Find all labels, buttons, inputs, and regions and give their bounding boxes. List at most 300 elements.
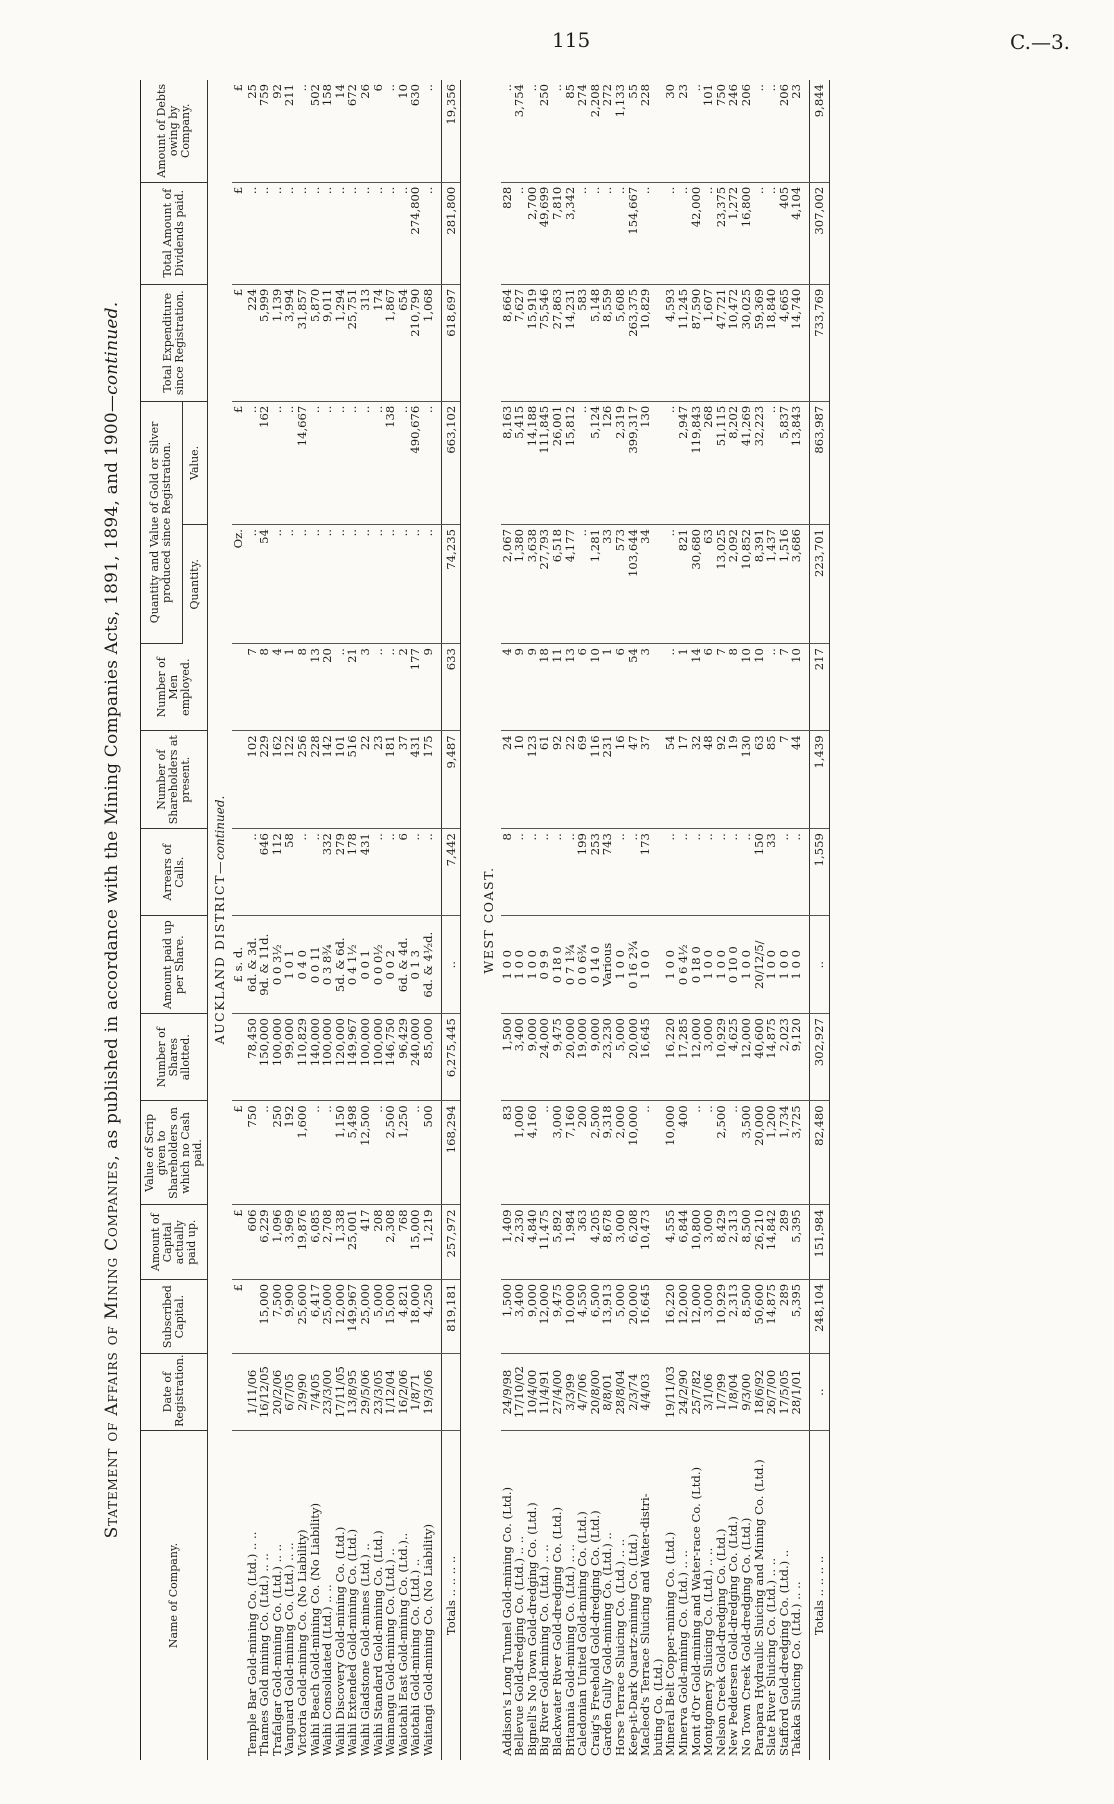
- table-cell: 54: [627, 644, 640, 731]
- table-cell: 32: [690, 731, 703, 829]
- table-row: [321, 80, 334, 1760]
- table-cell: 8,559: [601, 284, 614, 401]
- table-cell: 2,067: [501, 525, 514, 644]
- company-name-cell: Waihi Consolidated (Ltd.) .. ..: [320, 1584, 335, 1756]
- table-cell: 103,644: [627, 525, 640, 644]
- table-cell: 123: [526, 731, 539, 829]
- table-cell: 162: [271, 731, 284, 829]
- table-cell: 2,313: [727, 1205, 740, 1279]
- table-cell: 78,450: [246, 1014, 259, 1101]
- table-cell: 8,500: [740, 1205, 753, 1279]
- table-cell: 23,230: [601, 1014, 614, 1101]
- table-cell: ..: [551, 80, 564, 182]
- section-title-suffix: continued.: [213, 795, 227, 861]
- table-cell: 18,840: [765, 284, 778, 401]
- section-heading-row: [208, 80, 232, 1760]
- table-cell: 6,518: [551, 525, 564, 644]
- table-cell: ..: [309, 525, 322, 644]
- table-cell: 12,000: [538, 1279, 551, 1353]
- table-cell: 2,700: [526, 182, 539, 284]
- table-cell: [652, 644, 665, 731]
- table-cell: 10/4/00: [526, 1354, 539, 1431]
- table-cell: ..: [765, 644, 778, 731]
- table-row: [384, 80, 397, 1760]
- table-cell: 9,120: [790, 1014, 803, 1101]
- table-cell: 1 0 0: [639, 916, 652, 1014]
- table-cell: 6,229: [258, 1205, 271, 1279]
- table-cell: 173: [639, 829, 652, 916]
- table-cell: 100,000: [321, 1014, 334, 1101]
- totals-cell: ..: [809, 1354, 829, 1431]
- table-cell: ..: [296, 525, 309, 644]
- table-cell: 5,837: [778, 401, 791, 524]
- table-cell: 229: [258, 731, 271, 829]
- unit-cell: [232, 1354, 246, 1431]
- table-cell: 2,947: [677, 401, 690, 524]
- company-name-cell: Bellevue Gold-dredging Co. (Ltd.) .. ..: [512, 1535, 527, 1756]
- table-cell: 9,475: [551, 1279, 564, 1353]
- table-cell: 210,790: [409, 284, 422, 401]
- company-name-cell: Waiotahi East Gold-mining Co. (Ltd.)..: [395, 1532, 410, 1756]
- table-cell: 22: [564, 731, 577, 829]
- table-cell: 768: [397, 1205, 410, 1279]
- col-header-paid-up: Amount of Capital actually paid up.: [141, 1205, 208, 1279]
- table-cell: 199: [576, 829, 589, 916]
- table-cell: 821: [677, 525, 690, 644]
- table-cell: 150: [753, 829, 766, 916]
- table-cell: 20: [321, 644, 334, 731]
- table-cell: 102: [246, 731, 259, 829]
- table-cell: ..: [753, 182, 766, 284]
- table-cell: 27,793: [538, 525, 551, 644]
- table-cell: 200: [576, 1101, 589, 1205]
- table-cell: 14,740: [790, 284, 803, 401]
- table-cell: 1,272: [727, 182, 740, 284]
- col-header-shares: Number of Shares allotted.: [141, 1014, 208, 1101]
- table-cell: 2,000: [614, 1101, 627, 1205]
- table-cell: 0 10 0: [727, 916, 740, 1014]
- table-cell: [652, 401, 665, 524]
- table-cell: 0 4 0: [296, 916, 309, 1014]
- section-title: WEST COAST.: [481, 866, 497, 974]
- table-cell: 5,000: [614, 1279, 627, 1353]
- mining-companies-table: [140, 80, 830, 1760]
- totals-cell: 74,235: [441, 525, 461, 644]
- table-cell: 25,001: [346, 1205, 359, 1279]
- table-cell: 12,000: [334, 1279, 347, 1353]
- table-cell: 2/9/90: [296, 1354, 309, 1431]
- unit-cell: £ s. d.: [232, 916, 246, 1014]
- table-cell: 154,667: [627, 182, 640, 284]
- table-cell: ..: [702, 182, 715, 284]
- company-name-cell: Waitangi Gold-mining Co. (No Liability): [420, 1523, 435, 1756]
- table-cell: 0 0 2: [384, 916, 397, 1014]
- table-cell: 3,686: [790, 525, 803, 644]
- unit-cell: £: [232, 80, 246, 182]
- table-cell: ..: [778, 829, 791, 916]
- table-cell: 8,429: [715, 1205, 728, 1279]
- table-cell: 23/3/05: [372, 1354, 385, 1431]
- company-name-cell: Waihi Standard Gold-mining Co. (Ltd.): [370, 1530, 385, 1756]
- table-cell: ..: [409, 525, 422, 644]
- table-cell: 0 0 1: [359, 916, 372, 1014]
- table-cell: ..: [334, 182, 347, 284]
- table-cell: 16: [614, 731, 627, 829]
- table-cell: 5,870: [309, 284, 322, 401]
- table-cell: ..: [702, 829, 715, 916]
- table-cell: 16,645: [639, 1279, 652, 1353]
- table-cell: 1,133: [614, 80, 627, 182]
- table-cell: ..: [246, 829, 259, 916]
- table-cell: 1/8/71: [409, 1354, 422, 1431]
- table-cell: 19,876: [296, 1205, 309, 1279]
- table-cell: 9/3/00: [740, 1354, 753, 1431]
- table-cell: 400: [677, 1101, 690, 1205]
- table-cell: 10: [740, 644, 753, 731]
- table-cell: 2: [397, 644, 410, 731]
- table-cell: 2,313: [727, 1279, 740, 1353]
- table-cell: 1,500: [501, 1014, 514, 1101]
- table-cell: [652, 182, 665, 284]
- table-cell: 120,000: [334, 1014, 347, 1101]
- table-cell: 75,546: [538, 284, 551, 401]
- table-cell: 24/9/98: [501, 1354, 514, 1431]
- table-cell: 30: [664, 80, 677, 182]
- table-cell: 130: [639, 401, 652, 524]
- col-header-gold: Quantity and Value of Gold or Silver produced since Registration.: [141, 401, 183, 643]
- table-cell: 4,840: [526, 1205, 539, 1279]
- table-cell: 6: [702, 644, 715, 731]
- table-cell: 100,000: [271, 1014, 284, 1101]
- totals-cell: 663,102: [441, 401, 461, 524]
- table-cell: 192: [283, 1101, 296, 1205]
- table-cell: ..: [753, 80, 766, 182]
- table-cell: 274: [576, 80, 589, 182]
- table-cell: 1,984: [564, 1205, 577, 1279]
- table-cell: ..: [422, 401, 435, 524]
- company-name-cell: Waihi Discovery Gold-mining Co. (Ltd.): [332, 1526, 347, 1756]
- page-code: C.—3.: [1010, 30, 1071, 54]
- col-header-arrears: Arrears of Calls.: [141, 829, 208, 916]
- table-cell: ..: [551, 829, 564, 916]
- table-cell: 51,115: [715, 401, 728, 524]
- table-row: [765, 80, 778, 1760]
- table-cell: ..: [372, 401, 385, 524]
- table-cell: ..: [384, 644, 397, 731]
- table-cell: 1 0 0: [526, 916, 539, 1014]
- company-name-cell: Waimangu Gold-mining Co. (Ltd.) ..: [383, 1548, 398, 1756]
- table-row: [639, 80, 652, 1760]
- unit-cell: £: [232, 1279, 246, 1353]
- table-cell: ..: [397, 182, 410, 284]
- table-cell: ..: [715, 829, 728, 916]
- table-cell: 3,725: [790, 1101, 803, 1205]
- table-cell: 54: [664, 731, 677, 829]
- table-cell: 29/5/06: [359, 1354, 372, 1431]
- table-row: [652, 80, 665, 1760]
- table-cell: 15,812: [564, 401, 577, 524]
- table-cell: 14,231: [564, 284, 577, 401]
- company-name-cell: New Peddersen Gold-dredging Co. (Ltd.): [726, 1516, 741, 1756]
- table-cell: 142: [321, 731, 334, 829]
- company-name-cell: Thames Gold mining Co. (Ltd.) .. ..: [257, 1553, 272, 1756]
- table-cell: ..: [346, 401, 359, 524]
- table-cell: 6d. & 4d.: [397, 916, 410, 1014]
- table-cell: 26,001: [551, 401, 564, 524]
- totals-cell: 1,439: [809, 731, 829, 829]
- table-cell: 3/1/06: [702, 1354, 715, 1431]
- table-cell: 162: [258, 401, 271, 524]
- table-cell: 2,308: [384, 1205, 397, 1279]
- table-cell: ..: [627, 829, 640, 916]
- unit-cell: [232, 644, 246, 731]
- table-cell: 268: [702, 401, 715, 524]
- table-cell: ..: [690, 80, 703, 182]
- table-cell: 828: [501, 182, 514, 284]
- table-cell: 4,555: [664, 1205, 677, 1279]
- table-cell: 1 0 0: [715, 916, 728, 1014]
- table-cell: 1 0 0: [614, 916, 627, 1014]
- table-cell: 96,429: [397, 1014, 410, 1101]
- totals-cell: 1,559: [809, 829, 829, 916]
- col-header-men: Number of Men employed.: [141, 644, 208, 731]
- table-cell: 228: [639, 80, 652, 182]
- table-cell: 1,139: [271, 284, 284, 401]
- company-name-cell: Takaka Sluicing Co. (Ltd.) .. ..: [789, 1581, 804, 1756]
- table-cell: 92: [715, 731, 728, 829]
- table-cell: 4: [271, 644, 284, 731]
- table-cell: 1 0 1: [283, 916, 296, 1014]
- table-cell: 24/2/90: [677, 1354, 690, 1431]
- table-cell: 16,645: [639, 1014, 652, 1101]
- table-cell: 61: [538, 731, 551, 829]
- table-cell: 1,607: [702, 284, 715, 401]
- table-cell: 10,852: [740, 525, 753, 644]
- table-cell: 1,734: [778, 1101, 791, 1205]
- table-cell: 7,500: [271, 1279, 284, 1353]
- table-cell: 5,000: [372, 1279, 385, 1353]
- table-row: [702, 80, 715, 1760]
- table-cell: 2,500: [715, 1101, 728, 1205]
- table-cell: 250: [538, 80, 551, 182]
- totals-cell: 82,480: [809, 1101, 829, 1205]
- table-cell: 59,369: [753, 284, 766, 401]
- table-cell: 5,395: [790, 1279, 803, 1353]
- table-row: [359, 80, 372, 1760]
- table-cell: ..: [501, 80, 514, 182]
- company-name-cell: Waiotahi Gold-mining Co. (Ltd.) ..: [408, 1558, 423, 1756]
- table-cell: 10,472: [727, 284, 740, 401]
- table-cell: 5,892: [551, 1205, 564, 1279]
- table-row: [576, 80, 589, 1760]
- table-cell: 3,000: [614, 1205, 627, 1279]
- company-name-cell: Horse Terrace Sluicing Co. (Ltd.) .. ..: [613, 1538, 628, 1756]
- table-cell: 25,751: [346, 284, 359, 401]
- table-cell: 1 0 0: [765, 916, 778, 1014]
- gap-row: [461, 80, 478, 1760]
- caption-rest: as published in accordance with the Mining Companies Acts, 1891, 1894, and 1900—: [102, 394, 122, 1155]
- table-cell: 6: [614, 644, 627, 731]
- company-name-cell: No Town Creek Gold-dredging Co. (Ltd.): [738, 1517, 753, 1756]
- table-cell: 92: [551, 731, 564, 829]
- table-cell: 10: [589, 644, 602, 731]
- unit-cell: £: [232, 284, 246, 401]
- table-cell: 10,829: [639, 284, 652, 401]
- table-cell: ..: [576, 525, 589, 644]
- table-cell: 6,085: [309, 1205, 322, 1279]
- table-cell: ..: [576, 401, 589, 524]
- table-row: [501, 80, 514, 1760]
- unit-cell: £: [232, 182, 246, 284]
- totals-cell: 6,275,445: [441, 1014, 461, 1101]
- table-cell: 17: [677, 731, 690, 829]
- table-cell: 37: [397, 731, 410, 829]
- table-cell: 1,150: [334, 1101, 347, 1205]
- col-header-per-share: Amount paid up per Share.: [141, 916, 208, 1014]
- table-cell: 646: [258, 829, 271, 916]
- table-cell: 24: [501, 731, 514, 829]
- table-cell: 7: [778, 731, 791, 829]
- table-cell: 18: [538, 644, 551, 731]
- table-cell: 58: [283, 829, 296, 916]
- table-cell: 1,294: [334, 284, 347, 401]
- totals-cell: 307,002: [809, 182, 829, 284]
- company-name-cell: Keep-it-Dark Quartz-mining Co. (Ltd.): [625, 1533, 640, 1756]
- caption-continued: continued.: [102, 301, 122, 395]
- table-cell: ..: [422, 829, 435, 916]
- table-cell: 87,590: [690, 284, 703, 401]
- table-cell: 502: [309, 80, 322, 182]
- table-cell: 122: [283, 731, 296, 829]
- totals-cell: 302,927: [809, 1014, 829, 1101]
- table-cell: 759: [258, 80, 271, 182]
- table-cell: 1/11/06: [246, 1354, 259, 1431]
- table-cell: 23,375: [715, 182, 728, 284]
- totals-cell: 9,487: [441, 731, 461, 829]
- table-cell: ..: [346, 182, 359, 284]
- table-cell: 10,000: [627, 1101, 640, 1205]
- table-cell: ..: [702, 1101, 715, 1205]
- table-cell: 112: [271, 829, 284, 916]
- table-cell: 0 1 3: [409, 916, 422, 1014]
- table-cell: 0 18 0: [690, 916, 703, 1014]
- table-cell: 12,500: [359, 1101, 372, 1205]
- table-cell: 206: [740, 80, 753, 182]
- company-name-cell: Blackwater River Gold-dredging Co. (Ltd.): [550, 1506, 565, 1756]
- table-cell: 48: [702, 731, 715, 829]
- totals-cell: 633: [441, 644, 461, 731]
- table-cell: 2,500: [384, 1101, 397, 1205]
- table-row: [309, 80, 322, 1760]
- table-cell: 405: [778, 182, 791, 284]
- table-cell: 1/8/04: [727, 1354, 740, 1431]
- table-cell: ..: [513, 182, 526, 284]
- table-cell: ..: [372, 829, 385, 916]
- table-cell: ..: [727, 1101, 740, 1205]
- table-cell: ..: [422, 182, 435, 284]
- table-row: [513, 80, 526, 1760]
- table-cell: 1,338: [334, 1205, 347, 1279]
- table-cell: ..: [296, 182, 309, 284]
- table-cell: 5,148: [589, 284, 602, 401]
- table-cell: ..: [601, 182, 614, 284]
- table-cell: ..: [359, 401, 372, 524]
- table-cell: ..: [690, 829, 703, 916]
- totals-cell: 151,984: [809, 1205, 829, 1279]
- company-name-cell: Montgomery Sluicing Co. (Ltd.) .. ..: [701, 1547, 716, 1756]
- col-header-quantity: Quantity.: [182, 525, 207, 644]
- table-cell: 25/7/82: [690, 1354, 703, 1431]
- table-cell: 6d. & 4½d.: [422, 916, 435, 1014]
- table-cell: 0 9 9: [538, 916, 551, 1014]
- table-cell: ..: [246, 525, 259, 644]
- table-cell: 85,000: [422, 1014, 435, 1101]
- table-cell: 8: [296, 644, 309, 731]
- table-cell: 25,600: [296, 1279, 309, 1353]
- table-cell: 4,665: [778, 284, 791, 401]
- table-cell: 7,160: [564, 1101, 577, 1205]
- table-cell: 100,000: [372, 1014, 385, 1101]
- table-cell: 3: [359, 644, 372, 731]
- table-cell: 8,664: [501, 284, 514, 401]
- table-cell: 630: [409, 80, 422, 182]
- table-cell: 279: [334, 829, 347, 916]
- company-name-cell: Big River Gold-mining Co. (Ltd.) .. ..: [537, 1544, 552, 1756]
- company-name-cell: Parapara Hydraulic Sluicing and Mining Co. (Ltd.): [751, 1459, 766, 1756]
- rotated-statement: [90, 80, 1090, 1760]
- table-cell: ..: [397, 525, 410, 644]
- table-cell: 47,721: [715, 284, 728, 401]
- unit-cell: [232, 1430, 246, 1760]
- table-cell: 211: [283, 80, 296, 182]
- table-cell: 573: [614, 525, 627, 644]
- table-cell: 14: [690, 644, 703, 731]
- table-row: [372, 80, 385, 1760]
- table-cell: 0 7 1¾: [564, 916, 577, 1014]
- unit-cell: [232, 829, 246, 916]
- table-cell: ..: [283, 401, 296, 524]
- company-name-cell: Nelson Creek Gold-dredging Co. (Ltd.): [713, 1528, 728, 1756]
- table-cell: 7,810: [551, 182, 564, 284]
- table-cell: 158: [321, 80, 334, 182]
- table-cell: 10,929: [715, 1014, 728, 1101]
- table-cell: 32,223: [753, 401, 766, 524]
- table-row: [258, 80, 271, 1760]
- table-cell: 240,000: [409, 1014, 422, 1101]
- table-cell: 15,000: [258, 1279, 271, 1353]
- table-cell: ..: [372, 1101, 385, 1205]
- table-cell: 19/3/06: [422, 1354, 435, 1431]
- table-cell: 4: [501, 644, 514, 731]
- table-cell: 6: [397, 829, 410, 916]
- table-cell: 500: [422, 1101, 435, 1205]
- table-cell: 0 14 0: [589, 916, 602, 1014]
- table-cell: 253: [589, 829, 602, 916]
- table-cell: 6,417: [309, 1279, 322, 1353]
- table-cell: 130: [740, 731, 753, 829]
- table-cell: ..: [334, 401, 347, 524]
- table-cell: 0 3 8¾: [321, 916, 334, 1014]
- table-cell: ..: [526, 80, 539, 182]
- table-cell: ..: [346, 525, 359, 644]
- table-cell: 14,667: [296, 401, 309, 524]
- table-cell: 4,550: [576, 1279, 589, 1353]
- table-cell: 20/8/00: [589, 1354, 602, 1431]
- table-cell: ..: [538, 1101, 551, 1205]
- caption-lead: Statement of Affairs of Mining Companies,: [102, 1154, 122, 1539]
- table-cell: 246: [727, 80, 740, 182]
- table-cell: ..: [384, 525, 397, 644]
